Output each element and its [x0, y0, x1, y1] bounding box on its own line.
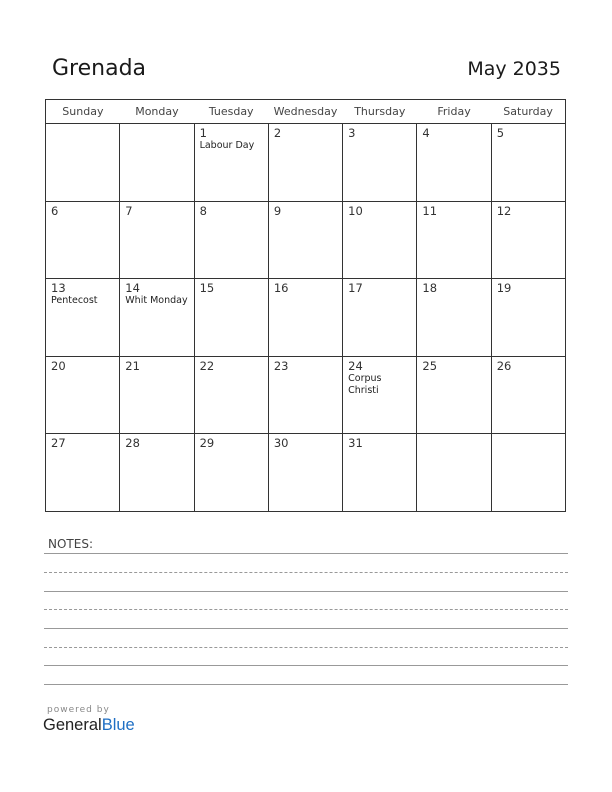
day-number: 28 [125, 436, 140, 451]
day-number: 20 [51, 358, 66, 373]
day-cell [120, 124, 194, 202]
day-cell [268, 124, 342, 202]
day-number: 31 [348, 436, 363, 451]
day-cell [194, 356, 268, 434]
notes-line [44, 684, 568, 685]
day-number: 27 [51, 436, 66, 451]
day-cell [343, 434, 417, 512]
day-cell [194, 279, 268, 357]
day-number: 23 [273, 358, 289, 373]
day-cell [417, 279, 491, 357]
day-cell [120, 434, 194, 512]
day-cell [194, 434, 268, 512]
brand-blue: Blue [101, 716, 135, 734]
day-number: 22 [199, 358, 215, 373]
weekday-header: Wednesday [268, 100, 342, 124]
day-number: 18 [422, 281, 438, 296]
day-cell [268, 201, 342, 279]
day-number: 4 [422, 126, 430, 140]
notes-line [44, 609, 568, 610]
notes-line [44, 572, 568, 573]
calendar-grid [45, 99, 566, 512]
weekday-header: Monday [120, 100, 194, 124]
powered-by-label: powered by [47, 705, 110, 715]
week-row [46, 279, 566, 357]
brand-general: General [43, 716, 102, 734]
day-cell [343, 201, 417, 279]
weekday-header: Tuesday [194, 100, 268, 124]
day-number: 26 [496, 358, 512, 373]
day-cell [46, 201, 120, 279]
holiday-label: Whit Monday [125, 295, 188, 307]
holiday-label: Labour Day [199, 140, 255, 151]
day-cell [120, 279, 194, 357]
day-cell [417, 356, 491, 434]
day-number: 8 [199, 203, 207, 218]
week-row [46, 124, 566, 202]
day-number: 9 [273, 203, 282, 218]
day-cell [268, 279, 342, 357]
calendar-month-title: May 2035 [467, 58, 561, 80]
holiday-label: Corpus Christi [348, 372, 382, 396]
notes-line [44, 591, 568, 592]
day-cell [343, 279, 417, 357]
day-number: 7 [125, 203, 133, 218]
weekday-header-row [46, 100, 566, 124]
week-row [46, 201, 566, 279]
weekday-header: Saturday [491, 100, 565, 124]
day-number: 19 [496, 281, 512, 296]
day-number: 13 [51, 281, 66, 296]
day-cell [491, 279, 565, 357]
day-cell [491, 356, 565, 434]
day-number: 2 [273, 126, 282, 140]
day-cell [46, 279, 120, 357]
day-number: 16 [273, 281, 289, 296]
day-number: 12 [496, 203, 512, 218]
weekday-header: Sunday [46, 100, 120, 124]
day-number: 11 [422, 203, 438, 218]
day-number: 15 [199, 281, 215, 296]
generalblue-logo[interactable] [43, 716, 135, 735]
notes-line [44, 647, 568, 648]
day-cell [46, 124, 120, 202]
day-cell [120, 356, 194, 434]
notes-line [44, 553, 568, 554]
day-number: 30 [273, 436, 289, 451]
day-number: 21 [125, 358, 140, 373]
calendar-country-title: Grenada [52, 56, 147, 81]
day-cell [46, 356, 120, 434]
notes-line [44, 628, 568, 629]
week-row [46, 356, 566, 434]
day-cell [194, 201, 268, 279]
day-number: 17 [348, 281, 363, 296]
day-number: 29 [199, 436, 215, 451]
day-cell [343, 356, 417, 434]
day-cell [268, 356, 342, 434]
day-number: 5 [496, 126, 505, 140]
day-number: 24 [348, 358, 363, 373]
day-number: 1 [199, 126, 207, 140]
day-cell [120, 201, 194, 279]
day-cell [343, 124, 417, 202]
day-cell [417, 434, 491, 512]
day-cell [417, 201, 491, 279]
week-row [46, 434, 566, 512]
day-number: 6 [51, 203, 59, 218]
day-number: 3 [348, 126, 356, 140]
day-number: 10 [348, 203, 363, 218]
day-number: 14 [125, 281, 140, 296]
holiday-label: Pentecost [51, 295, 98, 307]
day-number: 25 [422, 358, 438, 373]
day-cell [491, 434, 565, 512]
day-cell [194, 124, 268, 202]
day-cell [491, 124, 565, 202]
notes-line [44, 665, 568, 666]
day-cell [417, 124, 491, 202]
weekday-header: Friday [417, 100, 491, 124]
day-cell [268, 434, 342, 512]
day-cell [491, 201, 565, 279]
notes-label: NOTES: [48, 537, 93, 551]
day-cell [46, 434, 120, 512]
weekday-header: Thursday [343, 100, 417, 124]
